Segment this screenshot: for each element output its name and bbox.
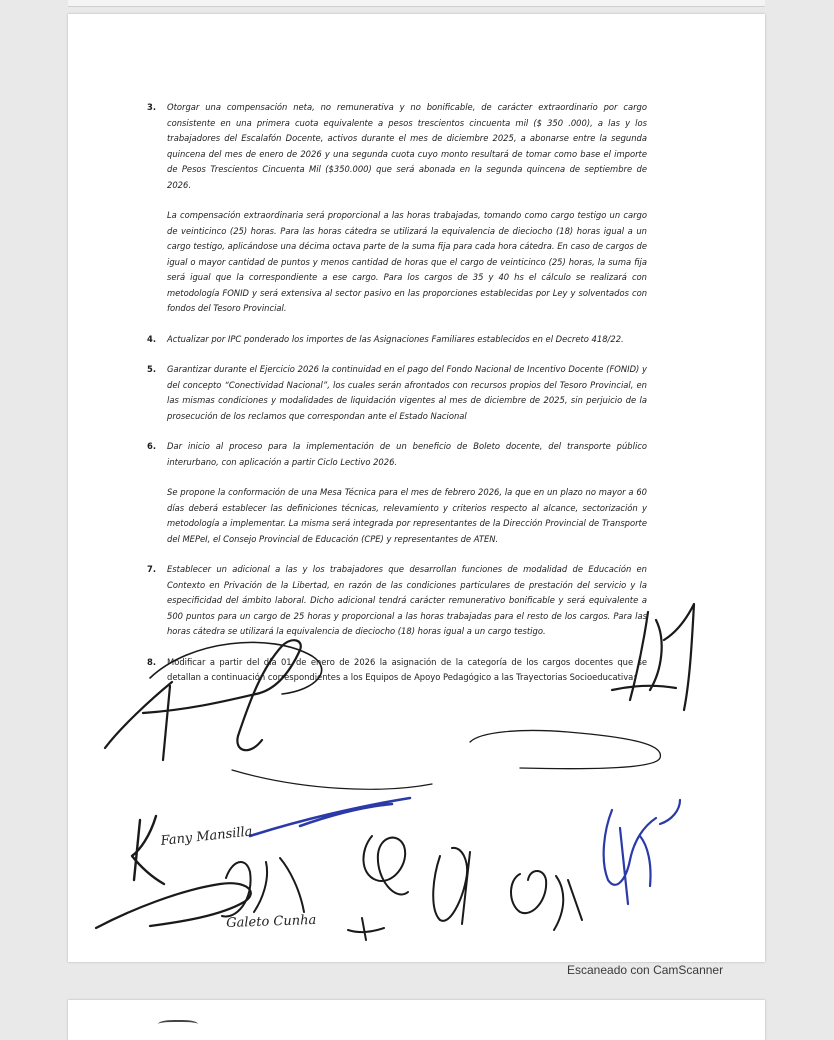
scanner-watermark: Escaneado con CamScanner (567, 963, 724, 977)
item-number: 6. (147, 441, 157, 451)
signature-name-2: Galeto Cunha (226, 912, 317, 931)
list-item-5 (147, 362, 647, 424)
item-6-paragraph: Se propone la conformación de una Mesa Técnica para el mes de febrero 2026, la que en un plazo no mayor a 60 días deberá establecer las definiciones técnicas, relevamiento y criterios respecto al alcance, sectorización y metodología a implementar. La misma será integrada por representantes de la Dirección Provincial de Transporte del MEPeI, el Consejo Provincial de Educación (CPE) y representantes de ATEN. (167, 487, 647, 544)
signature-name-1: Fany Mansilla (160, 824, 254, 849)
item-text: Modificar a partir del día 01 de enero de 2026 la asignación de la categoría de los cargos docentes que se detallan a continuación correspondientes a los Equipos de Apoyo Pedagógico a las Trayectorias Socioeducativa: (167, 656, 647, 682)
list-item-8 (147, 655, 647, 686)
item-text: Otorgar una compensación neta, no remunerativa y no bonificable, de carácter extraordinario por cargo consistente en una primera cuota equivalente a pesos trescientos cincuenta mil ($ 350 .000), a las y los trabajadores del Escalafón Docente, activos durante el mes de diciembre 2025, a abonarse entre la segunda quincena del mes de enero de 2026 y una segunda cuota cuyo monto resultará de tomar como base el importe de Pesos Trescientos Cincuenta Mil ($350.000) que será abonada en la segunda quincena de septiembre de 2026. (167, 102, 647, 190)
item-number: 7. (147, 564, 157, 574)
next-page-mark (158, 1020, 198, 1030)
item-text: Dar inicio al proceso para la implementación de un beneficio de Boleto docente, del transporte público interurbano, con aplicación a partir Ciclo Lectivo 2026. (167, 441, 647, 467)
previous-page-edge (68, 0, 765, 7)
item-number: 4. (147, 333, 157, 344)
item-text: Garantizar durante el Ejercicio 2026 la continuidad en el pago del Fondo Nacional de Incentivo Docente (FONID) y del concepto “Conectividad Nacional”, los cuales serán afrontados con recursos propios del Tesoro Provincial, en las mismas condiciones y modalidades de liquidación vigentes al mes de diciembre de 2025, sin perjuicio de la prosecución de los reclamos que correspondan ante el Estado Nacional (167, 364, 647, 421)
item-number: 5. (147, 364, 157, 374)
next-page-edge (68, 1000, 765, 1040)
document-body (147, 100, 647, 686)
item-number: 8. (147, 656, 157, 667)
list-item-3 (147, 100, 647, 193)
item-text: Establecer un adicional a las y los trabajadores que desarrollan funciones de modalidad de Educación en Contexto en Privación de la Libertad, en razón de las condiciones particulares de prestación del servicio y la especificidad del ámbito laboral. Dicho adicional tendrá carácter remunerativo bonificable y será equivalente a 500 puntos para un cargo de 25 horas y proporcional a las horas trabajadas para el resto de los cargos. Para las horas cátedra se utilizará la equivalencia de dieciocho (18) horas igual a un cargo testigo. (167, 564, 647, 636)
list-item-7 (147, 562, 647, 640)
item-text: Actualizar por IPC ponderado los importes de las Asignaciones Familiares establecidos en el Decreto 418/22. (167, 333, 624, 344)
item-number: 3. (147, 102, 157, 112)
list-item-4 (147, 332, 647, 348)
item-3-paragraph: La compensación extraordinaria será proporcional a las horas trabajadas, tomando como cargo testigo un cargo de veinticinco (25) horas. Para las horas cátedra se utilizará la equivalencia de dieciocho (18) horas igual a un cargo testigo, aplicándose una décima octava parte de la suma fija para cada hora cátedra. En caso de cargos de igual o mayor cantidad de puntos y menos cantidad de horas que el cargo de veinticinco (25) horas, la suma fija será igual que la correspondiente a ese cargo. Para los cargos de 35 y 40 hs el cálculo se realizará con metodología FONID y será extensiva al sector pasivo en las proporciones establecidas por Ley y solventados con fondos del Tesoro Provincial. (167, 210, 647, 313)
list-item-6 (147, 439, 647, 470)
